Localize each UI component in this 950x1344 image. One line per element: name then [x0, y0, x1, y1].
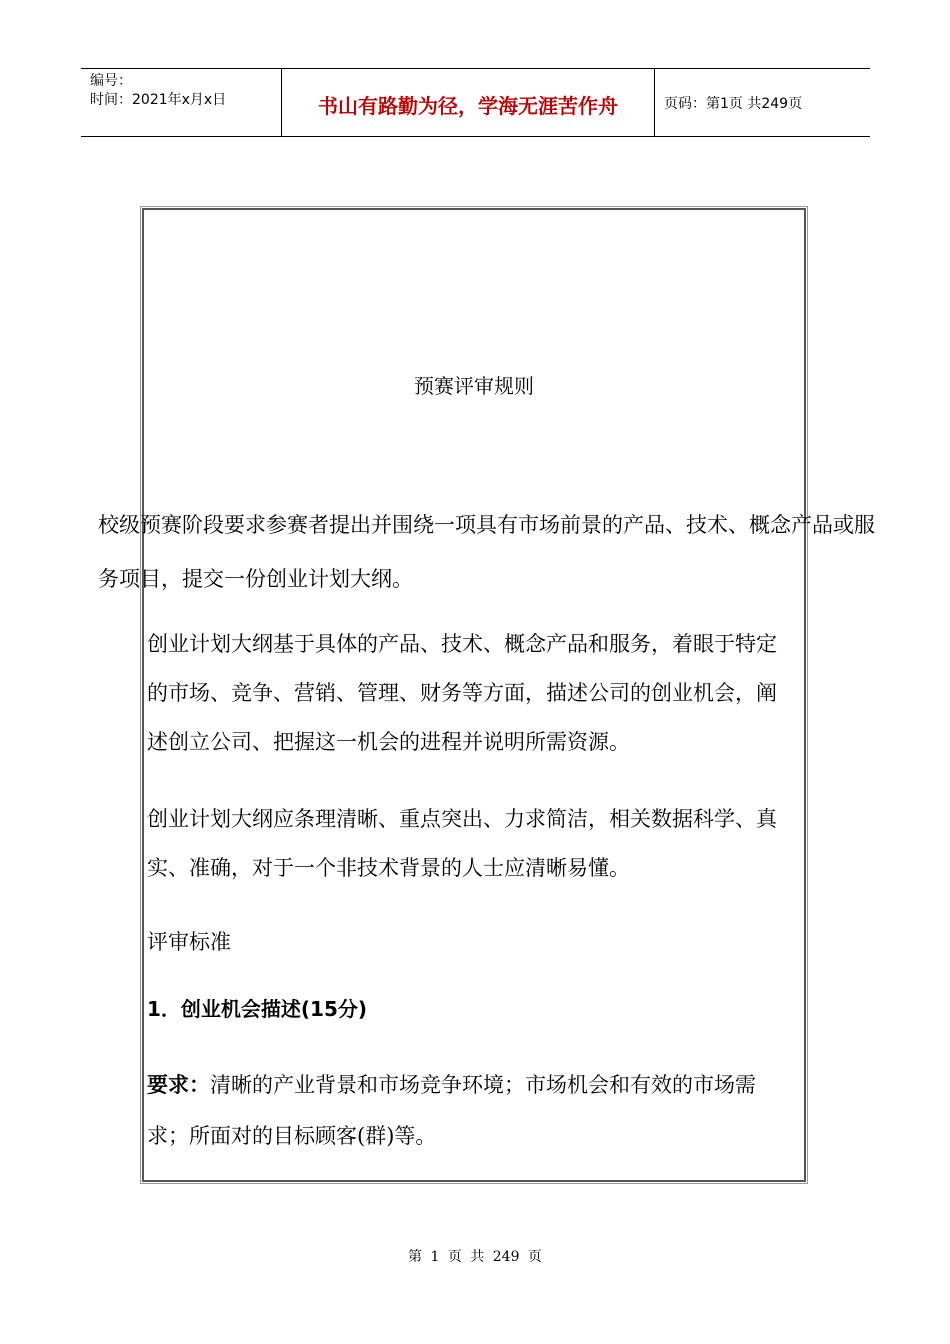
paragraph-outline-basis: 创业计划大纲基于具体的产品、技术、概念产品和服务，着眼于特定的市场、竞争、营销、管理、财务等方面，描述公司的创业机会，阐述创立公司、把握这一机会的进程并说明所需资源。	[147, 632, 777, 754]
page-footer: 第 1 页 共 249 页	[408, 1249, 542, 1265]
header-meta	[90, 72, 226, 110]
header-motto: 书山有路勤为径，学海无涯苦作舟	[318, 94, 618, 118]
header-page-info: 页码：第1页 共249页	[664, 96, 803, 112]
header-top-rule	[81, 68, 870, 69]
paragraph-outline-style: 创业计划大纲应条理清晰、重点突出、力求简洁，相关数据科学、真实、准确，对于一个非技术背景的人士应清晰易懂。	[147, 807, 777, 880]
header-bottom-rule	[81, 136, 870, 137]
date-label: 时间：2021年x月x日	[90, 92, 227, 108]
paragraph-intro: 校级预赛阶段要求参赛者提出并围绕一项具有市场前景的产品、技术、概念产品或服务项目，提交一份创业计划大纲。	[98, 513, 875, 591]
requirement-paragraph	[147, 1060, 797, 1162]
requirement-text: 清晰的产业背景和市场竞争环境；市场机会和有效的市场需求；所面对的目标顾客(群)等。	[147, 1073, 756, 1148]
section-1-heading: 1．创业机会描述(15分)	[147, 997, 368, 1021]
number-label: 编号：	[90, 73, 132, 89]
criteria-heading: 评审标准	[147, 930, 231, 954]
document-title: 预赛评审规则	[414, 374, 534, 398]
requirement-label: 要求：	[147, 1073, 210, 1097]
header-divider-right	[654, 68, 655, 136]
